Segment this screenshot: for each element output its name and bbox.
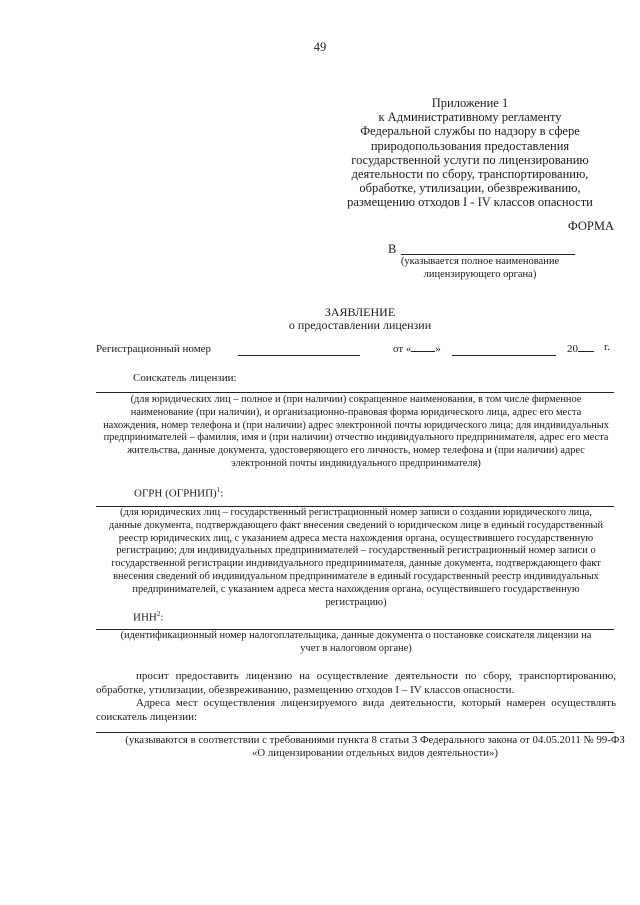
appendix-line: Федеральной службы по надзору в сфере: [360, 124, 580, 139]
appendix-header: [320, 96, 620, 210]
ogrn-label-text: ОГРН (ОГРНИП): [134, 487, 217, 500]
title-sub: о предоставлении лицензии: [288, 318, 432, 332]
request-paragraph: просит предоставить лицензию на осуществление деятельности по сбору, транспортированию, обработке, утилизации, обезвреживанию, размещению отходов I – IV классов опасности.: [96, 670, 616, 696]
document-title: [0, 306, 640, 332]
appendix-line: государственной услуги по лицензированию: [351, 152, 589, 167]
date-open-text: от «: [393, 343, 412, 355]
ogrn-hint: (для юридических лиц – государственный регистрационный номер записи о создании юридического лица, данные документа, подтверждающего факт внесения сведений о юридическом лице в единый государственный реестр юридических лиц, с указанием адреса места нахождения органа, осуществившего государственную регистрацию; для индивидуальных предпринимателей – государственный регистрационный номер записи о государственной регистрации индивидуального предпринимателя, данные документа, подтверждающего факт внесения сведений об индивидуальном предпринимателе в единый государственный реестр индивидуальных предпринимателей, с указанием адреса места нахождения органа, осуществившего государственную регистрацию): [108, 507, 604, 608]
ogrn-colon: :: [220, 487, 224, 500]
month-field[interactable]: [452, 355, 556, 356]
appendix-line: размещению отходов I - IV классов опасности: [347, 195, 593, 210]
applicant-hint: (для юридических лиц – полное и (при наличии) сокращенное наименования, в том числе фирменное наименование (при наличии), и организационно-правовая форма юридического лица, адрес его места нахождения, номер телефона и (при наличии) адрес электронной почты юридического лица; для индивидуальных предпринимателей – фамилия, имя и (при наличии) отчество индивидуального предпринимателя, адрес его места жительства, данные документа, удостоверяющего его личность, номер телефона и (при наличии) адрес электронной почты индивидуального предпринимателя): [103, 394, 609, 469]
addressee-hint-line: лицензирующего органа): [423, 268, 537, 280]
registration-label: Регистрационный номер: [96, 343, 212, 355]
year-suffix: г.: [604, 341, 611, 353]
appendix-line: деятельности по сбору, транспортированию,: [351, 167, 589, 182]
inn-hint: (идентификационный номер налогоплательщика, данные документа о постановке соискателя лицензии на учет в налоговом органе): [120, 630, 592, 654]
form-label: ФОРМА: [567, 219, 614, 233]
appendix-line: Приложение 1: [431, 96, 509, 110]
addresses-paragraph: Адреса мест осуществления лицензируемого вида деятельности, который намерен осуществлять соискатель лицензии:: [96, 697, 616, 723]
ogrn-label: [134, 486, 223, 500]
appendix-line: к Административному регламенту: [378, 110, 562, 125]
addresses-field[interactable]: [96, 732, 614, 733]
registration-date-open: [393, 341, 441, 355]
ogrn-footnote: 1: [216, 486, 221, 494]
title-main: ЗАЯВЛЕНИЕ: [324, 305, 396, 319]
registration-number-field[interactable]: [238, 355, 360, 356]
appendix-line: обработке, утилизации, обезвреживанию,: [359, 181, 581, 196]
applicant-label: Соискатель лицензии:: [133, 372, 237, 384]
addressee-prefix: В: [388, 242, 397, 256]
inn-footnote: 2: [156, 610, 161, 618]
page-number: 49: [313, 40, 327, 54]
year-field[interactable]: [578, 341, 594, 352]
applicant-field[interactable]: [96, 392, 614, 393]
addressee-hint: [370, 256, 590, 281]
inn-label: [133, 610, 163, 624]
registration-year: [567, 341, 594, 355]
law-hint: (указываются в соответствии с требованиями пункта 8 статьи 3 Федерального закона от 04.05.2011 № 99-ФЗ «О лицензировании отдельных видов деятельности»): [125, 734, 625, 759]
year-prefix: 20: [567, 343, 578, 355]
day-field[interactable]: [411, 341, 435, 352]
date-close-text: »: [435, 343, 441, 355]
inn-label-text: ИНН: [133, 611, 157, 624]
appendix-line: природопользования предоставления: [370, 138, 570, 153]
addressee-hint-line: (указывается полное наименование: [400, 256, 560, 267]
addressee-field[interactable]: [401, 254, 575, 255]
inn-colon: :: [160, 611, 164, 624]
